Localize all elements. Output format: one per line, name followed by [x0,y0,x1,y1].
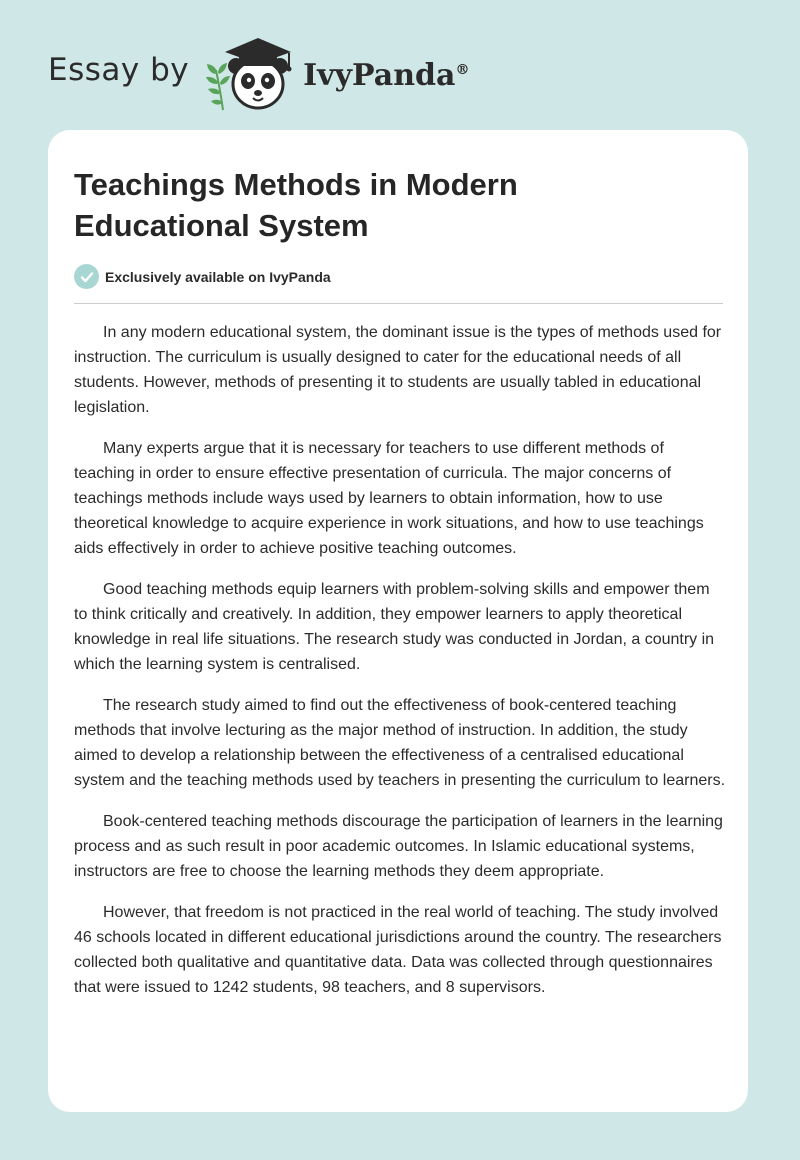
page-title: Teachings Methods in Modern Educational System [74,167,518,243]
brand-prefix: Essay by [48,52,190,88]
paragraph: In any modern educational system, the dominant issue is the types of methods used for instruction. The curriculum is usually designed to cater for the educational needs of all students. However, methods of presenting it to students are usually tabled in educational legislation. [74,324,722,416]
essay-card [48,130,748,1112]
brand-name-text: IvyPanda [303,57,456,93]
ivypanda-logo-icon[interactable] [203,34,299,114]
badge-text: Exclusively available on IvyPanda [105,268,331,285]
paragraph: Book-centered teaching methods discourage the participation of learners in the learning process and as such result in poor academic outcomes. In Islamic educational systems, instructors are free to choose the learning methods they deem appropriate. [74,813,723,880]
paragraph: Many experts argue that it is necessary for teachers to use different methods of teaching in order to ensure effective presentation of curricula. The major concerns of teachings methods include ways used by learners to obtain information, how to use theoretical knowledge to acquire experience in work situations, and how to use teachings aids effectively in order to achieve positive teaching outcomes. [74,440,704,557]
paragraph: Good teaching methods equip learners with problem-solving skills and empower them to think critically and creatively. In addition, they empower learners to apply theoretical knowledge in real life situations. The research study was conducted in Jordan, a country in which the learning system is centralised. [74,581,715,673]
registered-mark: ® [455,61,470,78]
brand-name[interactable] [303,58,469,93]
brand-header [48,34,469,114]
essay-body [74,320,726,1016]
availability-badge [74,264,331,289]
paragraph: However, that freedom is not practiced in the real world of teaching. The study involved 46 schools located in different educational jurisdictions around the country. The researchers collected both qualitative and quantitative data. Data was collected through questionnaires that were issued to 1242 students, 98 teachers, and 8 supervisors. [74,904,722,996]
paragraph: The research study aimed to find out the effectiveness of book-centered teaching methods that involve lecturing as the major method of instruction. In addition, the study aimed to develop a relationship between the effectiveness of a centralised educational system and the teaching methods used by teachers in presenting the curriculum to learners. [74,697,726,789]
check-circle-icon [74,264,99,289]
divider [74,303,723,304]
